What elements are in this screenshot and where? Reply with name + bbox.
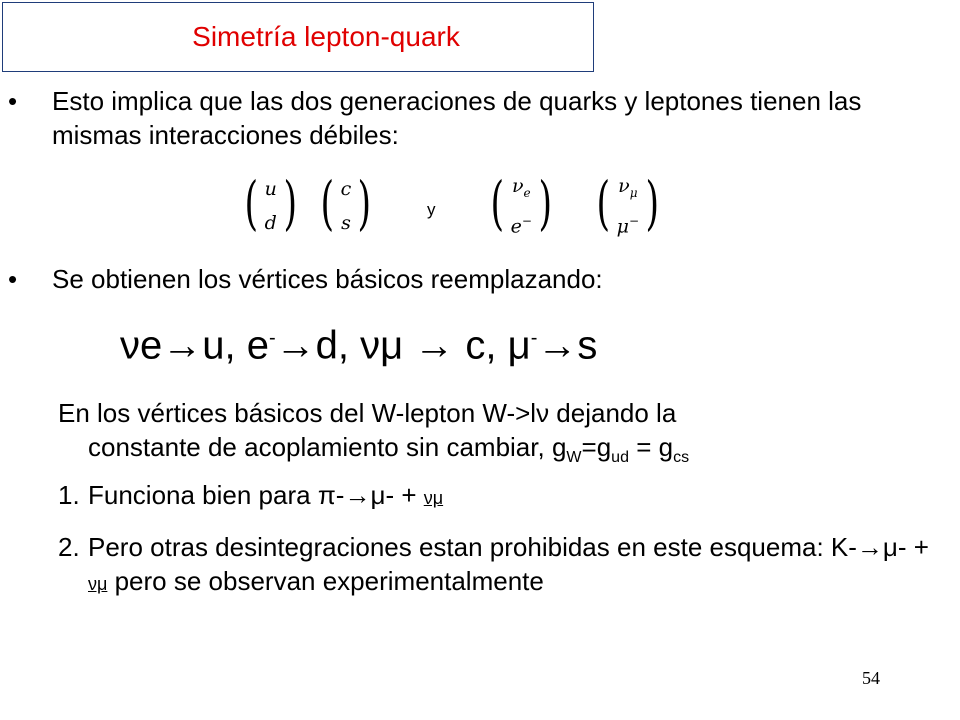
matrix-cell: d: [264, 212, 277, 234]
reaction-part: u, e: [202, 323, 269, 368]
page-number: 54: [862, 668, 880, 688]
nu-mu-symbol: νμ: [423, 488, 444, 508]
paragraph: [58, 396, 918, 475]
item-number: 1.: [58, 480, 80, 510]
matrix-cell: ν: [618, 174, 630, 197]
bullet-marker: •: [8, 86, 18, 116]
reaction-part: →: [162, 323, 203, 368]
item-number: 2.: [58, 532, 80, 562]
reaction-part: c,: [465, 323, 508, 368]
matrix-cell: ν: [511, 174, 524, 197]
bullet-1: [8, 84, 908, 152]
paragraph-line-2: constante de acoplamiento sin cambiar, $g_W=g_{ud} = g_{cs}$: [88, 432, 690, 467]
matrix-sub: μ: [629, 185, 638, 200]
reaction-part: d,: [315, 323, 361, 368]
matrix-sup: −: [521, 213, 532, 228]
reaction-part: →: [403, 323, 466, 368]
nu-mu-symbol: νμ: [88, 574, 108, 594]
matrix-cell: μ: [616, 215, 629, 238]
list-item-1: 1. Funciona bien para π-→μ- + νμ: [58, 480, 444, 510]
list-item-2: 2. Pero otras desintegraciones estan prohibidas en este esquema: K-→μ- + νμ pero se observan experimentalmente: [58, 532, 929, 596]
bullet-text: Esto implica que las dos generaciones de quarks y leptones tienen las mismas interacciones débiles:: [52, 86, 862, 150]
matrix-numu-mu: ( $\nu_\mu$ μ− ): [596, 169, 660, 238]
title-box: [2, 2, 594, 72]
matrix-cell: s: [341, 212, 351, 234]
bullet-2: [8, 262, 908, 296]
reaction-part: -: [530, 327, 538, 349]
reaction-line: [120, 316, 597, 367]
matrix-cell: c: [340, 178, 352, 200]
connector-y: y: [427, 200, 436, 219]
paragraph-line-1: En los vértices básicos del W-lepton W->lν dejando la: [58, 398, 677, 428]
matrix-cell: e: [510, 215, 522, 238]
matrix-sub: e: [523, 185, 531, 200]
reaction-part: →: [537, 323, 578, 368]
reaction-part: ν: [120, 323, 140, 368]
reaction-part: -: [268, 327, 276, 349]
reaction-part: →: [275, 323, 316, 368]
bullet-text: Se obtienen los vértices básicos reemplazando:: [52, 264, 603, 294]
matrix-nue-e: ( $\nu_e$ e− ): [490, 169, 553, 238]
matrix-sup: −: [629, 213, 640, 228]
reaction-part: e: [140, 323, 163, 368]
matrix-cs: ( c s ): [320, 169, 372, 237]
matrix-ud: ( u d ): [244, 169, 298, 237]
bullet-marker: •: [8, 264, 18, 294]
reaction-part: ν: [360, 323, 381, 368]
matrix-cell: u: [264, 178, 277, 200]
reaction-part: μ: [380, 323, 404, 368]
reaction-part: μ: [507, 323, 531, 368]
slide-title: Simetría lepton-quark: [192, 21, 460, 52]
reaction-part: s: [577, 323, 598, 368]
